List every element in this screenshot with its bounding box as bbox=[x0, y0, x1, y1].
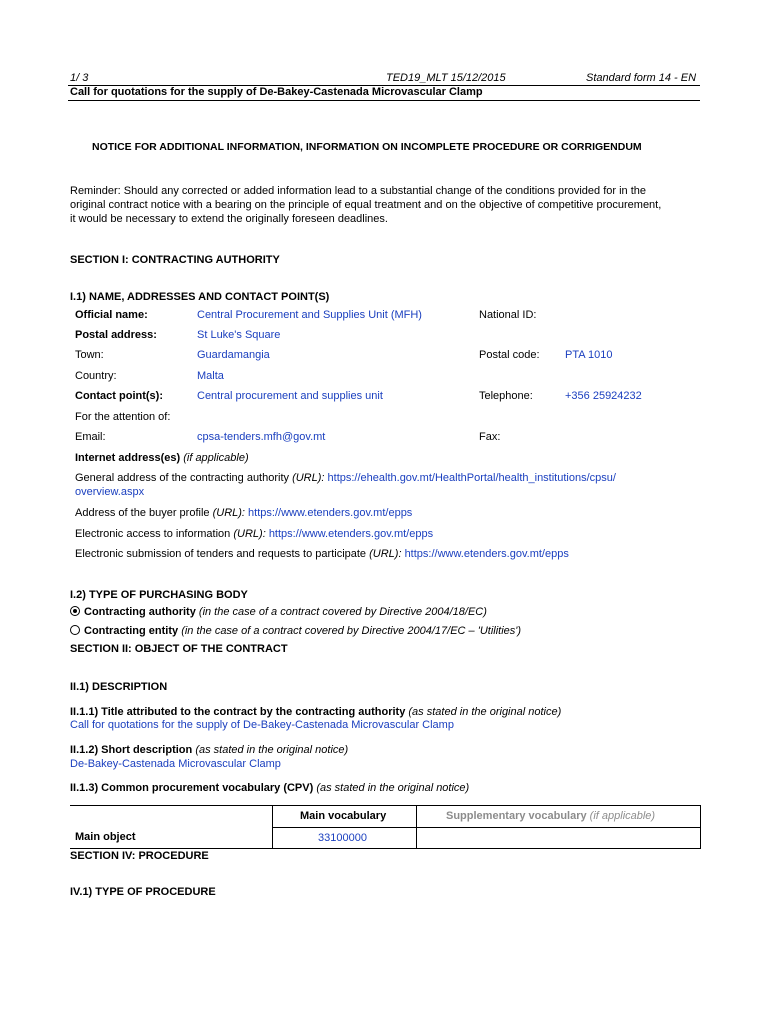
general-address-label: General address of the contracting authority bbox=[75, 472, 290, 484]
electronic-access-label: Electronic access to information bbox=[75, 528, 231, 540]
ii12-label: II.1.2) Short description bbox=[70, 744, 193, 756]
general-address-link-cont[interactable]: overview.aspx bbox=[75, 486, 145, 498]
ii12-note: (as stated in the original notice) bbox=[195, 744, 349, 756]
email-label: Email: bbox=[75, 431, 106, 443]
postal-code-label: Postal code: bbox=[479, 349, 540, 361]
reminder-line-3: it would be necessary to extend the originally foreseen deadlines. bbox=[70, 213, 388, 225]
electronic-submission-row bbox=[75, 548, 569, 560]
postal-address-label: Postal address: bbox=[75, 329, 157, 341]
internet-label: Internet address(es) bbox=[75, 452, 181, 464]
electronic-submission-link[interactable]: https://www.etenders.gov.mt/epps bbox=[404, 548, 569, 560]
purchasing-body-option-2[interactable] bbox=[70, 625, 521, 637]
cpv-table-bottom-border bbox=[70, 848, 701, 849]
postal-address-value: St Luke's Square bbox=[197, 329, 281, 341]
section-2-title: SECTION II: OBJECT OF THE CONTRACT bbox=[70, 643, 288, 655]
section-4-title: SECTION IV: PROCEDURE bbox=[70, 850, 209, 862]
ii11-value: Call for quotations for the supply of De-Bakey-Castenada Microvascular Clamp bbox=[70, 719, 454, 731]
cpv-table-col-divider-2 bbox=[416, 805, 417, 849]
buyer-profile-url-label: (URL): bbox=[212, 507, 245, 519]
ii12-value: De-Bakey-Castenada Microvascular Clamp bbox=[70, 758, 281, 770]
ii13-heading bbox=[70, 782, 469, 794]
notice-title: NOTICE FOR ADDITIONAL INFORMATION, INFORMATION ON INCOMPLETE PROCEDURE OR CORRIGENDUM bbox=[92, 141, 642, 153]
telephone-value: +356 25924232 bbox=[565, 390, 642, 402]
option-1-note: (in the case of a contract covered by Directive 2004/18/EC) bbox=[198, 606, 487, 618]
general-address-url-label: (URL): bbox=[292, 472, 325, 484]
option-2-note: (in the case of a contract covered by Directive 2004/17/EC – 'Utilities') bbox=[181, 625, 522, 637]
general-address-link[interactable]: https://ehealth.gov.mt/HealthPortal/health_institutions/cpsu/ bbox=[327, 472, 616, 484]
cpv-main-object-label: Main object bbox=[75, 831, 136, 843]
electronic-access-link[interactable]: https://www.etenders.gov.mt/epps bbox=[268, 528, 434, 540]
purchasing-body-option-1[interactable] bbox=[70, 606, 487, 618]
official-name-label: Official name: bbox=[75, 309, 148, 321]
internet-addresses-heading bbox=[75, 452, 249, 464]
email-value[interactable]: cpsa-tenders.mfh@gov.mt bbox=[197, 431, 326, 443]
header-rule-bottom bbox=[68, 100, 700, 101]
electronic-access-url-label: (URL): bbox=[233, 528, 266, 540]
cpv-table-top-border bbox=[70, 805, 701, 806]
ii13-label: II.1.3) Common procurement vocabulary (CPV) bbox=[70, 782, 314, 794]
national-id-label: National ID: bbox=[479, 309, 537, 321]
i2-title: I.2) TYPE OF PURCHASING BODY bbox=[70, 589, 248, 601]
cpv-table-right-border bbox=[700, 805, 701, 849]
official-name-value: Central Procurement and Supplies Unit (MFH) bbox=[197, 309, 422, 321]
ii11-label: II.1.1) Title attributed to the contract by the contracting authority bbox=[70, 706, 406, 718]
ii13-note: (as stated in the original notice) bbox=[316, 782, 470, 794]
radio-selected-icon[interactable] bbox=[70, 606, 80, 616]
i1-title: I.1) NAME, ADDRESSES AND CONTACT POINT(S) bbox=[70, 291, 330, 303]
section-1-title: SECTION I: CONTRACTING AUTHORITY bbox=[70, 254, 280, 266]
cpv-table-col-divider-1 bbox=[272, 805, 273, 849]
page-number: 1/ 3 bbox=[70, 72, 89, 84]
cpv-supp-vocab-label: Supplementary vocabulary bbox=[446, 810, 587, 822]
electronic-access-row bbox=[75, 528, 433, 540]
buyer-profile-link[interactable]: https://www.etenders.gov.mt/epps bbox=[248, 507, 413, 519]
general-address-row bbox=[75, 472, 616, 484]
town-value: Guardamangia bbox=[197, 349, 270, 361]
cpv-table-header-divider bbox=[272, 827, 701, 828]
cpv-code: 33100000 bbox=[318, 832, 367, 844]
contact-points-label: Contact point(s): bbox=[75, 390, 163, 402]
header-title: Call for quotations for the supply of De-Bakey-Castenada Microvascular Clamp bbox=[70, 86, 483, 98]
radio-unselected-icon[interactable] bbox=[70, 625, 80, 635]
reminder-line-1: Reminder: Should any corrected or added information lead to a substantial change of the conditions provided for in the bbox=[70, 185, 647, 197]
country-label: Country: bbox=[75, 370, 117, 382]
cpv-main-vocab-header: Main vocabulary bbox=[300, 810, 387, 822]
buyer-profile-row bbox=[75, 507, 412, 519]
town-label: Town: bbox=[75, 349, 104, 361]
electronic-submission-label: Electronic submission of tenders and requests to participate bbox=[75, 548, 367, 560]
cpv-supp-vocab-note: (if applicable) bbox=[589, 810, 656, 822]
attention-label: For the attention of: bbox=[75, 411, 171, 423]
telephone-label: Telephone: bbox=[479, 390, 533, 402]
form-name: Standard form 14 - EN bbox=[586, 72, 697, 84]
fax-label: Fax: bbox=[479, 431, 501, 443]
ii12-heading bbox=[70, 744, 348, 756]
option-2-label: Contracting entity bbox=[84, 625, 179, 637]
postal-code-value: PTA 1010 bbox=[565, 349, 613, 361]
buyer-profile-label: Address of the buyer profile bbox=[75, 507, 210, 519]
ii11-heading bbox=[70, 706, 561, 718]
electronic-submission-url-label: (URL): bbox=[369, 548, 402, 560]
reminder-line-2: original contract notice with a bearing on the principle of equal treatment and on the objective of competitive procurement, bbox=[70, 199, 662, 211]
cpv-supp-vocab-header bbox=[446, 810, 655, 822]
iv1-title: IV.1) TYPE OF PROCEDURE bbox=[70, 886, 216, 898]
country-value: Malta bbox=[197, 370, 224, 382]
ii11-note: (as stated in the original notice) bbox=[408, 706, 562, 718]
option-1-label: Contracting authority bbox=[84, 606, 196, 618]
ii1-title: II.1) DESCRIPTION bbox=[70, 681, 168, 693]
notice-reference: TED19_MLT 15/12/2015 bbox=[386, 72, 506, 84]
internet-note: (if applicable) bbox=[183, 452, 249, 464]
contact-points-value: Central procurement and supplies unit bbox=[197, 390, 383, 402]
